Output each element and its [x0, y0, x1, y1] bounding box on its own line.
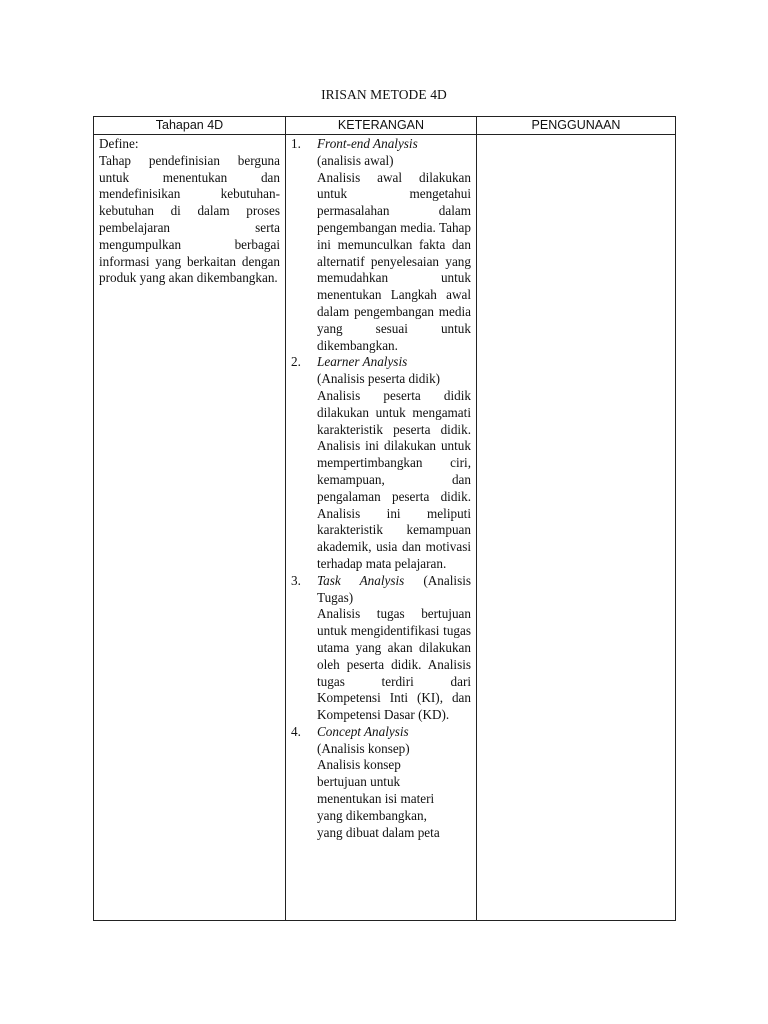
item-number: 2.	[291, 354, 301, 370]
list-item	[291, 573, 471, 724]
page-title: IRISAN METODE 4D	[321, 87, 447, 102]
item-title: Concept Analysis	[317, 723, 409, 739]
table-header-row	[94, 117, 676, 135]
item-title: Front-end Analysis	[317, 136, 418, 151]
keterangan-cell	[286, 135, 477, 921]
item-number: 3.	[291, 572, 301, 588]
list-item	[291, 724, 471, 842]
penggunaan-cell	[477, 135, 676, 921]
define-text: Tahap pendefinisian berguna untuk menentukan dan mendefinisikan kebutuhan-kebutuhan di dalam proses pembelajaran serta mengumpulkan berbagai informasi yang berkaitan dengan produk yang akan dikembangkan.	[99, 152, 280, 286]
item-subtitle: (Analisis peserta didik)	[317, 371, 441, 387]
item-subtitle: (analisis awal)	[317, 152, 394, 168]
item-subtitle: (Analisis konsep)	[317, 740, 410, 756]
item-line: Analisis konsep	[317, 757, 401, 773]
item-subtitle: (Analisis Tugas)	[317, 572, 471, 605]
item-line: yang dibuat dalam peta	[317, 824, 440, 840]
item-text: Analisis peserta didik dilakukan untuk mengamati karakteristik peserta didik. Analisis ini dilakukan untuk mempertimbangkan ciri, kemampuan, dan pengalaman peserta didik. Analisis ini meliputi karakteristik kemampuan akademik, usia dan motivasi terhadap mata pelajaran.	[317, 387, 471, 571]
item-number: 1.	[291, 136, 301, 151]
item-line: yang dikembangkan,	[317, 807, 427, 823]
analysis-list	[291, 136, 471, 841]
item-line: menentukan isi materi	[317, 791, 435, 807]
list-item	[291, 354, 471, 572]
header-penggunaan: PENGGUNAAN	[477, 117, 676, 135]
define-cell	[94, 135, 286, 921]
item-title: Learner Analysis	[317, 354, 408, 370]
header-tahapan: Tahapan 4D	[94, 117, 286, 135]
table-row	[94, 135, 676, 921]
item-heading	[317, 573, 471, 607]
item-text: Analisis awal dilakukan untuk mengetahui permasalahan dalam pengembangan media. Tahap ini memunculkan fakta dan alternatif penyelesaian yang memudahkan untuk menentukan Langkah awal dalam pengembangan media yang sesuai untuk dikembangkan.	[317, 169, 471, 353]
item-line: bertujuan untuk	[317, 774, 401, 790]
list-item	[291, 136, 471, 354]
item-number: 4.	[291, 723, 301, 739]
header-keterangan: KETERANGAN	[286, 117, 477, 135]
irisan-table	[93, 116, 676, 921]
item-text: Analisis tugas bertujuan untuk mengidentifikasi tugas utama yang akan dilakukan oleh peserta didik. Analisis tugas terdiri dari Kompetensi Inti (KI), dan Kompetensi Dasar (KD).	[317, 606, 471, 723]
item-title: Task Analysis	[317, 572, 405, 588]
define-label: Define:	[99, 136, 139, 151]
